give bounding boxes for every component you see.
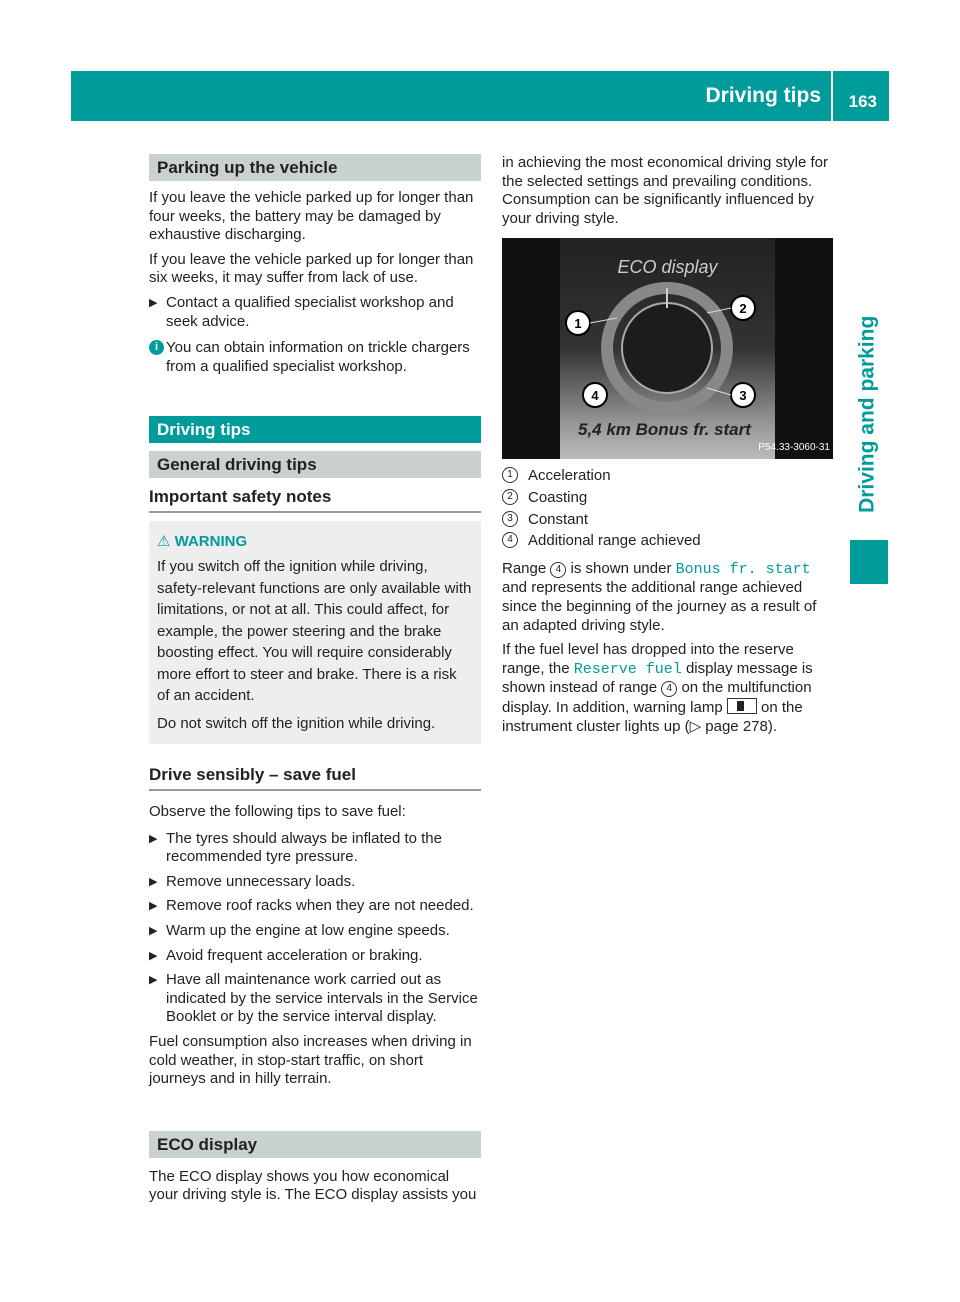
bullet-item: ▶ Have all maintenance work carried out as indicated by the service intervals in the Service Booklet or by the service interval display. [149, 971, 481, 1027]
legend-item [502, 467, 834, 486]
paragraph: The ECO display shows you how economical your driving style is. The ECO display assists you [149, 1167, 477, 1204]
left-column [149, 154, 481, 1211]
text: If the fuel level has dropped into the reserve range, the [502, 641, 794, 677]
callout-number: 1 [502, 467, 518, 483]
page-header [71, 71, 889, 121]
image-code: P54.33-3060-31 [758, 441, 830, 453]
legend-label: Acceleration [528, 467, 611, 485]
drive-sensibly-heading: Drive sensibly – save fuel [149, 766, 481, 791]
legend-label: Additional range achieved [528, 532, 701, 550]
general-tips-heading: General driving tips [149, 451, 481, 478]
eco-bonus-text: 5,4 km Bonus fr. start [578, 420, 751, 440]
text: is shown under [570, 559, 672, 577]
bullet-item: ▶ Warm up the engine at low engine speeds. [149, 922, 481, 941]
right-column [502, 154, 834, 742]
fuel-paragraph [502, 641, 834, 736]
bullet-item: ▶ The tyres should always be inflated to the recommended tyre pressure. [149, 830, 481, 867]
warning-box [149, 521, 481, 745]
text: on the multifunction display. In addition, warning lamp [502, 679, 812, 716]
warning-text: If you switch off the ignition while driving, safety-relevant functions are only available with limitations, or not at all. This could affect, for example, the power steering and the brake boosting effect. You will require considerably more effort to steer and brake. There is a risk of an accident. [157, 558, 472, 705]
paragraph: in achieving the most economical driving style for the selected settings and prevailing conditions. Consumption can be significantly influenced by your driving style. [502, 154, 828, 227]
paragraph: If you leave the vehicle parked up for longer than four weeks, the battery may be damaged by exhaustive discharging. [149, 189, 474, 244]
paragraph: Fuel consumption also increases when driving in cold weather, in stop-start traffic, on short journeys and in hilly terrain. [149, 1032, 472, 1088]
svg-text:4: 4 [591, 388, 599, 404]
range-paragraph [502, 560, 834, 635]
header-title: Driving tips [705, 84, 821, 107]
warning-heading [157, 531, 473, 553]
text: display message is shown instead of range [502, 659, 813, 697]
legend-item [502, 489, 834, 508]
eco-display-heading: ECO display [149, 1131, 481, 1158]
warning-instruction: Do not switch off the ignition while driving. [157, 714, 436, 732]
callout-number: 4 [550, 562, 566, 578]
eco-display-image [502, 238, 833, 459]
eco-image-title: ECO display [617, 257, 718, 278]
callout-number: 4 [661, 681, 677, 697]
info-text: You can obtain information on trickle chargers from a qualified specialist workshop. [166, 339, 470, 375]
display-message: Bonus fr. start [675, 560, 811, 578]
display-message: Reserve fuel [573, 660, 682, 678]
info-icon: i [149, 340, 164, 355]
svg-text:1: 1 [574, 316, 582, 332]
warning-triangle-icon: ⚠ [157, 532, 175, 550]
safety-notes-heading: Important safety notes [149, 488, 481, 513]
info-note [149, 339, 481, 376]
section-parking-heading: Parking up the vehicle [149, 154, 481, 181]
bullet-item: ▶ Remove unnecessary loads. [149, 873, 481, 892]
page-reference-link: on the instrument cluster lights up (▷ page 278). [502, 698, 803, 735]
svg-text:3: 3 [739, 388, 747, 404]
text: Range [502, 559, 547, 577]
legend-label: Coasting [528, 488, 588, 506]
section-driving-tips-heading: Driving tips [149, 416, 481, 443]
header-divider [831, 71, 833, 121]
page-number: 163 [848, 92, 877, 111]
legend-item [502, 532, 834, 551]
side-tab [848, 310, 888, 530]
bullet-item: ▶ Remove roof racks when they are not needed. [149, 897, 481, 916]
svg-text:2: 2 [739, 301, 747, 317]
side-tab-label: Driving and parking [855, 315, 879, 513]
legend-label: Constant [528, 510, 589, 528]
callout-number: 2 [502, 489, 518, 505]
paragraph: Observe the following tips to save fuel: [149, 803, 406, 821]
bullet-item: ▶ Contact a qualified specialist workshop and seek advice. [149, 294, 481, 331]
fuel-warning-lamp-icon [727, 698, 757, 714]
text: and represents the additional range achieved since the beginning of the journey as a result of an adapted driving style. [502, 579, 817, 634]
callout-number: 3 [502, 511, 518, 527]
warning-title: WARNING [174, 532, 248, 550]
side-tab-marker [850, 540, 888, 584]
legend-item [502, 511, 834, 530]
bullet-item: ▶ Avoid frequent acceleration or braking. [149, 947, 481, 966]
paragraph: If you leave the vehicle parked up for longer than six weeks, it may suffer from lack of use. [149, 250, 474, 287]
callout-number: 4 [502, 532, 518, 548]
